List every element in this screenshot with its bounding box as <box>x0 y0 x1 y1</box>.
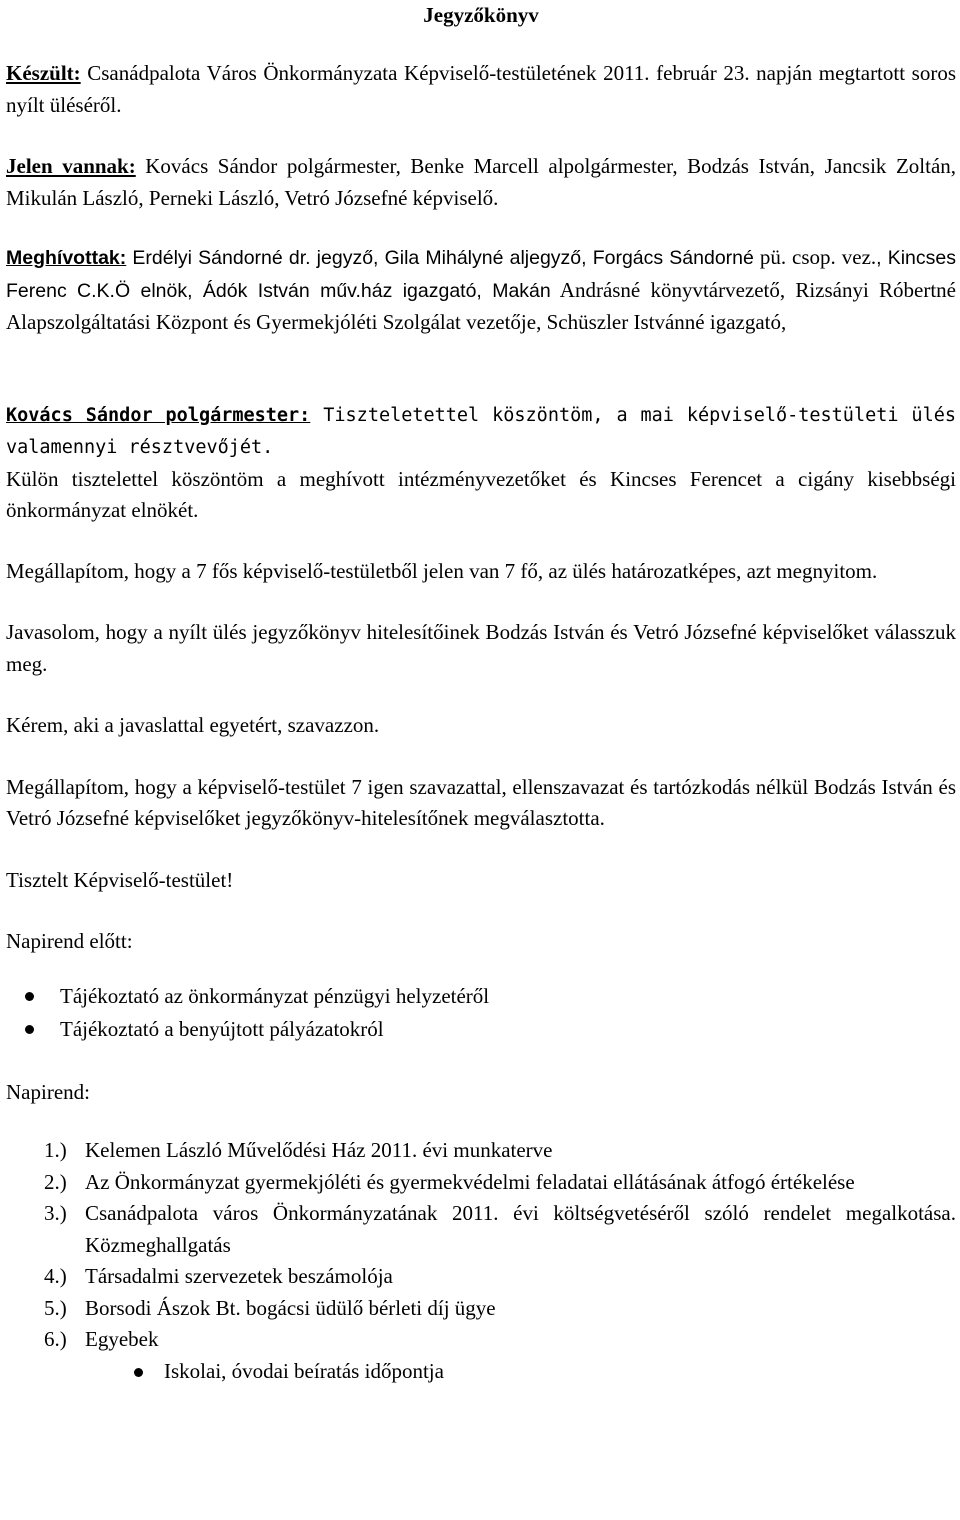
list-item: Tájékoztató a benyújtott pályázatokról <box>6 1013 956 1046</box>
meghivottak-text-2: pü. csop. vez. <box>753 245 877 269</box>
vote-request-paragraph: Kérem, aki a javaslattal egyetért, szavazzon. <box>6 713 380 737</box>
list-item: 4.) Társadalmi szervezetek beszámolója <box>44 1264 393 1288</box>
keszult-paragraph <box>6 58 956 121</box>
agenda-sub-list <box>6 1356 956 1388</box>
pre-agenda-list <box>6 980 956 1046</box>
meghivottak-paragraph <box>6 242 956 339</box>
agenda-list <box>6 1135 956 1356</box>
document-page <box>6 0 956 1387</box>
keszult-label: Készült: <box>6 61 81 85</box>
jelen-label: Jelen vannak: <box>6 154 136 178</box>
list-item: Iskolai, óvodai beíratás időpontja <box>6 1356 956 1388</box>
list-item: 2.) Az Önkormányzat gyermekjóléti és gyermekvédelmi feladatai ellátásának átfogó értékelése <box>44 1169 855 1194</box>
jelen-paragraph <box>6 151 956 214</box>
meghivottak-text-4: Andrásné könyvtárvezető, Rizsányi Róbertné Alapszolgáltatási Központ és Gyermekjóléti Szolgálat vezetője, Schüszler Istvánné igazgató, <box>6 277 956 334</box>
keszult-text: Csanádpalota Város Önkormányzata Képviselő-testületének 2011. február 23. napján megtartott soros nyílt üléséről. <box>6 61 956 117</box>
address-paragraph: Tisztelt Képviselő-testület! <box>6 867 234 892</box>
pre-agenda-heading: Napirend előtt: <box>6 929 133 953</box>
meghivottak-label: Meghívottak: <box>6 247 127 269</box>
list-item: 6.) Egyebek <box>44 1327 159 1351</box>
greeting-paragraph <box>6 399 956 464</box>
vote-result-paragraph: Megállapítom, hogy a képviselő-testület 7 igen szavazattal, ellenszavazat és tartózkodás nélkül Bodzás István és Vetró Józsefné képviselőket jegyzőkönyv-hitelesítőnek megválasztotta. <box>6 774 956 830</box>
agenda-heading: Napirend: <box>6 1079 90 1104</box>
list-item: 3.) Csanádpalota város Önkormányzatának 2011. évi költségvetéséről szóló rendelet megalkotása. Közmeghallgatás <box>44 1201 956 1257</box>
speaker-label: Kovács Sándor polgármester: <box>6 404 311 426</box>
meghivottak-text-3: , Kincses Ferenc C.K.Ö elnök, Ádók István műv.ház igazgató, Makán <box>6 247 956 302</box>
list-item: Tájékoztató az önkormányzat pénzügyi helyzetéről <box>6 980 956 1013</box>
quorum-paragraph: Megállapítom, hogy a 7 fős képviselő-testületből jelen van 7 fő, az ülés határozatképes, azt megnyitom. <box>6 558 878 583</box>
proposal-paragraph: Javasolom, hogy a nyílt ülés jegyzőkönyv hitelesítőinek Bodzás István és Vetró Józsefné képviselőket válasszuk meg. <box>6 620 956 676</box>
jelen-text: Kovács Sándor polgármester, Benke Marcell alpolgármester, Bodzás István, Jancsik Zoltán, Mikulán László, Perneki László, Vetró Józsefné képviselő. <box>6 154 957 210</box>
document-title: Jegyzőkönyv <box>423 3 539 27</box>
list-item: 5.) Borsodi Ászok Bt. bogácsi üdülő bérleti díj ügye <box>44 1295 496 1320</box>
kulon-paragraph: Külön tisztelettel köszöntöm a meghívott intézményvezetőket és Kincses Ferencet a cigány kisebbségi önkormányzat elnökét. <box>6 466 956 522</box>
meghivottak-text-1: Erdélyi Sándorné dr. jegyző, Gila Mihályné aljegyző, Forgács Sándorné <box>126 247 754 269</box>
list-item: 1.) Kelemen László Művelődési Ház 2011. évi munkaterve <box>44 1138 553 1162</box>
greeting-text: Tiszteletettel köszöntöm, a mai képviselő-testületi ülés valamennyi résztvevőjét. <box>6 404 956 458</box>
